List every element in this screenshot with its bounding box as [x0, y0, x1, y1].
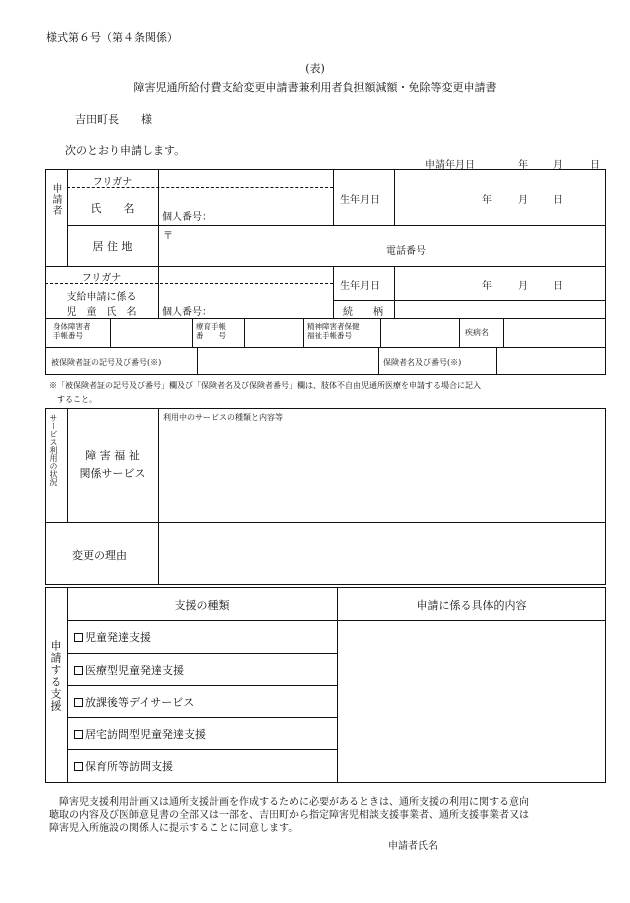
applicant-side-label: 申請者 — [50, 183, 61, 216]
phone-label: 電話番号 — [386, 246, 426, 257]
date-day: 日 — [590, 160, 600, 171]
child-personal-number-label: 個人番号： — [162, 307, 212, 318]
child-birth-day: 日 — [553, 281, 563, 292]
checkbox-icon[interactable] — [74, 730, 83, 739]
postal-mark: 〒 — [163, 231, 173, 242]
support-item-nursery-visit[interactable]: 保育所等訪問支援 — [74, 758, 173, 774]
applicant-birth-year: 年 — [482, 195, 492, 206]
checkbox-icon[interactable] — [74, 698, 83, 707]
support-item-child-development[interactable]: 児童発達支援 — [74, 629, 151, 645]
date-year: 年 — [518, 160, 528, 171]
checkbox-icon[interactable] — [74, 762, 83, 771]
support-detail-header: 申請に係る具体的内容 — [416, 599, 527, 612]
applicant-birth-month: 月 — [518, 195, 528, 206]
child-label-line1: 支給申請に係る — [66, 292, 137, 303]
insured-card-label: 被保険者証の記号及び番号(※) — [51, 358, 162, 367]
physical-handbook-label: 身体障害者 手帳番号 — [53, 322, 91, 340]
applicant-birth-label: 生年月日 — [340, 195, 380, 206]
insurance-note: ※「被保険者証の記号及び番号」欄及び「保険者名及び保険者番号」欄は、肢体不自由児通所医療を申請する場合に記入 すること。 — [49, 381, 481, 404]
child-furigana-label: フリガナ — [81, 273, 122, 284]
checkbox-icon[interactable] — [74, 633, 83, 642]
applicant-personal-number-label: 個人番号： — [162, 212, 212, 223]
support-type-header: 支援の種類 — [174, 599, 230, 612]
child-birth-year: 年 — [482, 281, 492, 292]
service-hint: 利用中のサービスの種類と内容等 — [163, 413, 283, 422]
service-category-label: 障 害 福 祉 関係サービス — [79, 449, 146, 480]
applicant-furigana-label: フリガナ — [92, 177, 133, 188]
support-item-after-school-day-service[interactable]: 放課後等デイサービス — [74, 694, 194, 710]
child-label-line2: 児 童 氏 名 — [66, 307, 137, 318]
support-item-medical-child-development[interactable]: 医療型児童発達支援 — [74, 662, 184, 678]
intro-text: 次のとおり申請します。 — [65, 144, 186, 157]
applicant-name-label: 氏 名 — [90, 202, 135, 215]
date-month: 月 — [553, 160, 563, 171]
insurer-label: 保険者名及び番号(※) — [383, 358, 462, 367]
child-birth-label: 生年月日 — [340, 281, 380, 292]
front-label: (表) — [305, 62, 325, 75]
disease-label: 疾病名 — [465, 328, 489, 337]
mental-handbook-label: 精神障害者保健 福祉手帳番号 — [307, 322, 360, 340]
support-side-label: 申請する支援 — [49, 640, 62, 712]
signature-label: 申請者氏名 — [388, 841, 438, 852]
checkbox-icon[interactable] — [74, 666, 83, 675]
support-item-home-visit-development[interactable]: 居宅訪問型児童発達支援 — [74, 726, 206, 742]
address-label: 居 住 地 — [92, 240, 133, 253]
child-birth-month: 月 — [518, 281, 528, 292]
relation-label: 続 柄 — [343, 307, 383, 318]
service-side-label: サービス利用の状況 — [49, 414, 58, 486]
rehab-handbook-label: 療育手帳 番 号 — [196, 322, 226, 340]
change-reason-label: 変更の理由 — [72, 549, 127, 562]
service-table — [45, 408, 606, 585]
addressee: 吉田町長 様 — [75, 113, 152, 126]
consent-text: 障害児支援利用計画又は通所支援計画を作成するために必要があるときは、通所支援の利用に関する意向 聴取の内容及び医師意見書の全部又は一部を、吉田町から指定障害児相談支援事業者、通所支援事業者又は 障害児入所施設の関係人に提示することに同意します。 — [49, 797, 529, 834]
application-date-label: 申請年月日 — [425, 160, 475, 171]
form-number: 様式第６号（第４条関係） — [46, 31, 178, 44]
applicant-birth-day: 日 — [553, 195, 563, 206]
page-title: 障害児通所給付費支給変更申請書兼利用者負担額減額・免除等変更申請書 — [133, 81, 497, 94]
